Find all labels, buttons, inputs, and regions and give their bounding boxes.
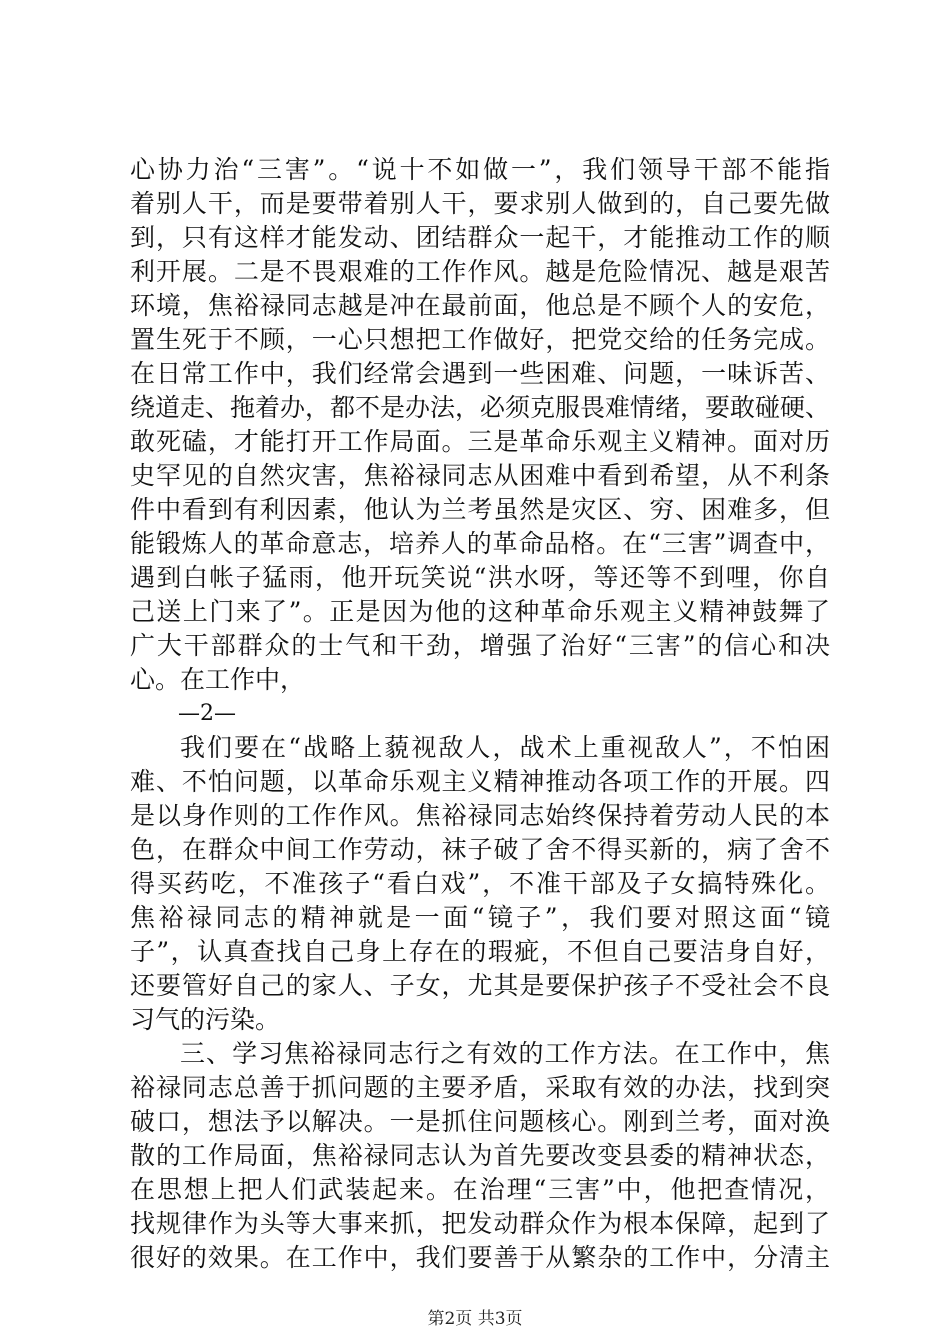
text-line: 找规律作为头等大事来抓，把发动群众作为根本保障，起到了 — [130, 1209, 830, 1238]
text-line: 己送上门来了”。正是因为他的这种革命乐观主义精神鼓舞了 — [130, 597, 830, 626]
text-line: 散的工作局面，焦裕禄同志认为首先要改变县委的精神状态， — [130, 1141, 830, 1170]
text-line: 件中看到有利因素，他认为兰考虽然是灾区、穷、困难多，但 — [130, 495, 830, 524]
document-body — [130, 153, 830, 1275]
text-line: 利开展。二是不畏艰难的工作作风。越是危险情况、越是艰苦 — [130, 257, 830, 286]
text-line: 裕禄同志总善于抓问题的主要矛盾，采取有效的办法，找到突 — [130, 1073, 830, 1102]
text-line: 是以身作则的工作作风。焦裕禄同志始终保持着劳动人民的本 — [130, 801, 830, 830]
text-line: 环境，焦裕禄同志越是冲在最前面，他总是不顾个人的安危， — [130, 291, 830, 320]
text-line: 难、不怕问题，以革命乐观主义精神推动各项工作的开展。四 — [130, 767, 830, 796]
text-line: 还要管好自己的家人、子女，尤其是要保护孩子不受社会不良 — [130, 971, 830, 1000]
text-line: 子”，认真查找自己身上存在的瑕疵，不但自己要洁身自好， — [130, 937, 830, 966]
text-line: 着别人干，而是要带着别人干，要求别人做到的，自己要先做 — [130, 189, 830, 218]
text-line: 很好的效果。在工作中，我们要善于从繁杂的工作中，分清主 — [130, 1243, 830, 1272]
text-line: 心协力治“三害”。“说十不如做一”，我们领导干部不能指 — [130, 155, 830, 184]
text-line: 敢死磕，才能打开工作局面。三是革命乐观主义精神。面对历 — [130, 427, 830, 456]
paragraph-work-methods — [130, 1037, 830, 1275]
text-line: 破口，想法予以解决。一是抓住问题核心。刚到兰考，面对涣 — [130, 1107, 830, 1136]
inline-page-marker: —2— — [178, 701, 236, 726]
text-line: 习气的污染。 — [130, 1005, 281, 1034]
text-line: 焦裕禄同志的精神就是一面“镜子”，我们要对照这面“镜 — [130, 903, 830, 932]
text-line: 在思想上把人们武装起来。在治理“三害”中，他把查情况， — [130, 1175, 830, 1204]
text-line: 置生死于不顾，一心只想把工作做好，把党交给的任务完成。 — [130, 325, 830, 354]
text-line: 史罕见的自然灾害，焦裕禄同志从困难中看到希望，从不利条 — [130, 461, 830, 490]
text-line: 绕道走、拖着办，都不是办法，必须克服畏难情绪，要敢碰硬、 — [130, 393, 831, 422]
text-line: 能锻炼人的革命意志，培养人的革命品格。在“三害”调查中， — [130, 529, 830, 558]
text-line: 遇到白帐子猛雨，他开玩笑说“洪水呀，等还等不到哩，你自 — [130, 563, 830, 592]
text-line: 三、学习焦裕禄同志行之有效的工作方法。在工作中，焦 — [180, 1039, 830, 1068]
text-line: 得买药吃，不准孩子“看白戏”，不准干部及子女搞特殊化。 — [130, 869, 830, 898]
text-line: 广大干部群众的士气和干劲，增强了治好“三害”的信心和决 — [130, 631, 830, 660]
text-line: 到，只有这样才能发动、团结群众一起干，才能推动工作的顺 — [130, 223, 830, 252]
page-footer: 第2页 共3页 — [427, 1309, 523, 1329]
paragraph-continued — [130, 153, 830, 697]
text-line: 心。在工作中， — [130, 665, 306, 694]
text-line: 在日常工作中，我们经常会遇到一些困难、问题，一味诉苦、 — [130, 359, 830, 388]
text-line: 色，在群众中间工作劳动，袜子破了舍不得买新的，病了舍不 — [130, 835, 830, 864]
paragraph-role-model — [130, 731, 830, 1037]
text-line: 我们要在“战略上藐视敌人，战术上重视敌人”，不怕困 — [180, 733, 830, 762]
